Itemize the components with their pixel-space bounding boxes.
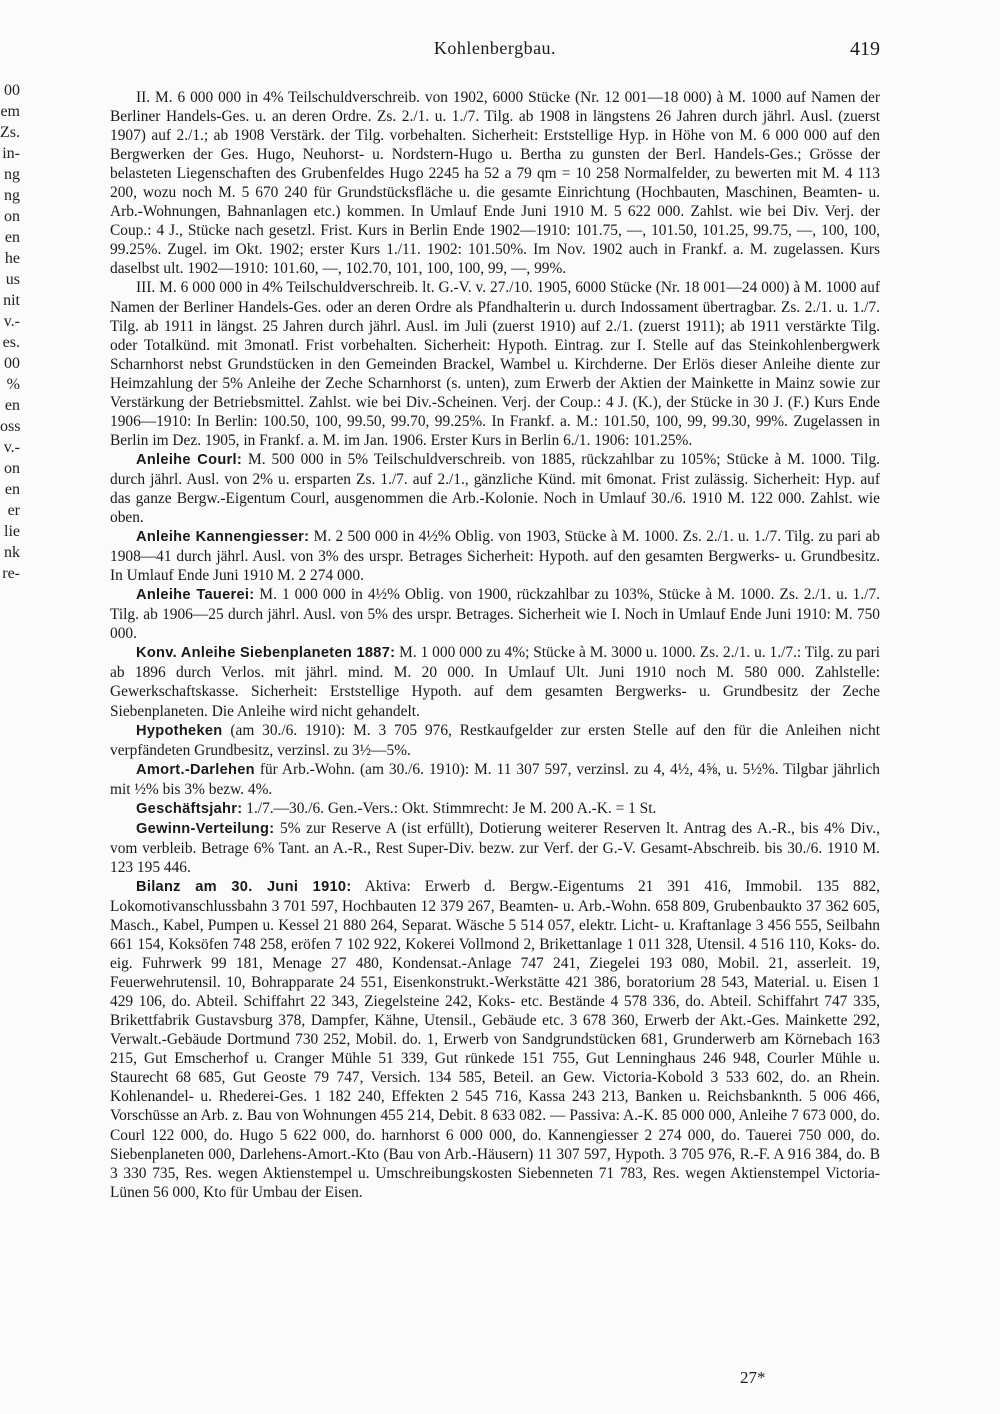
margin-fragment: 00	[4, 355, 20, 372]
paragraph-text: M. 2 500 000 in 4½% Oblig. von 1903, Stücke à M. 1000. Zs. 2./1. u. 1./7. Tilg. zu pari ab 1908—41 durch jährl. Ausl. von 3% des urspr. Betrages Sicherheit: Hypoth. auf den gesamten Bergwerks- u. Grundbesitz. In Umlauf Ende Juni 1910 M. 2 274 000.	[110, 528, 880, 585]
paragraph	[110, 450, 880, 527]
margin-fragment: nk	[4, 544, 20, 561]
paragraph-lead: Anleihe Tauerei:	[136, 587, 255, 604]
paragraph	[110, 877, 880, 1202]
page-body	[110, 88, 880, 1202]
paragraph	[110, 799, 880, 819]
paragraph	[110, 585, 880, 643]
margin-fragment: he	[4, 250, 20, 267]
paragraph	[110, 88, 880, 278]
margin-fragment: lie	[4, 523, 20, 540]
margin-fragment: en	[4, 481, 20, 498]
paragraph	[110, 819, 880, 877]
paragraph	[110, 721, 880, 760]
margin-fragment: em	[0, 103, 20, 120]
page-header	[110, 38, 880, 62]
margin-fragment: on	[4, 460, 20, 477]
paragraph-lead: Geschäftsjahr:	[136, 800, 243, 817]
paragraph	[110, 527, 880, 585]
running-title: Kohlenbergbau.	[433, 38, 557, 58]
signature-mark: 27*	[740, 1368, 766, 1387]
paragraph-text: 1./7.—30./6. Gen.-Vers.: Okt. Stimmrecht: Je M. 200 A.-K. = 1 St.	[242, 799, 657, 817]
margin-fragment: on	[4, 208, 20, 225]
margin-fragment: Zs.	[0, 124, 20, 141]
margin-fragment: in-	[2, 145, 20, 162]
paragraph	[110, 643, 880, 720]
paragraph-text: III. M. 6 000 000 in 4% Teilschuldverschreib. lt. G.-V. v. 27./10. 1905, 6000 Stücke (Nr. 18 001—24 000) à M. 1000 auf Namen der Berliner Handels-Ges. oder an deren Ordre als Pfandhalterin u. durch Indossament übertragbar. Zs. 2./1. u. 1./7. Tilg. ab 1911 in längst. 25 Jahren durch jährl. Ausl. im Juli (zuerst 1910) auf 2./1. (zuerst 1911); ab 1911 verstärkte Tilg. oder Totalkünd. mit 3monatl. Frist vorbehalten. Sicherheit: Hypoth. Eintrag. zur I. Stelle auf das Steinkohlenbergwerk Scharnhorst nebst Grundstücken in den Gemeinden Brackel, Wambel u. Kirchderne. Der Erlös dieser Anleihe diente zur Heimzahlung der 5% Anleihe der Zeche Scharnhorst (s. unten), zum Erwerb der Aktien der Mainkette in Mainz sowie zur Verstärkung der Betriebsmittel. Zahlst. wie bei Div.-Scheinen. Verj. der Coup.: 4 J. (K.), der Stücke in 30 J. (F.) Kurs Ende 1906—1910: In Berlin: 100.50, 100, 99.50, 99.70, 99.25%. In Frankf. a. M.: 101.50, 100, 99, 99.30, 99%. Zugelassen in Berlin im Dez. 1905, in Frankf. a. M. im Jan. 1906. Erster Kurs in Berlin 6./1. 1906: 101.25%.	[110, 279, 880, 449]
paragraph-lead: Bilanz am 30. Juni 1910:	[136, 878, 352, 895]
paragraph-lead: Amort.-Darlehen	[136, 761, 255, 778]
margin-fragment: ng	[4, 166, 20, 183]
paragraph-lead: Anleihe Courl:	[136, 451, 243, 468]
paragraph	[110, 760, 880, 799]
paragraph-text: M. 1 000 000 in 4½% Oblig. von 1900, rückzahlbar zu 103%, Stücke à M. 1000. Zs. 2./1. u. 1./7. Tilg. ab 1906—25 durch jährl. Ausl. von 5% des urspr. Betrages. Sicherheit wie I. Noch in Umlauf Ende Juni 1910: M. 750 000.	[110, 586, 880, 643]
paragraph-text: für Arb.-Wohn. (am 30./6. 1910): M. 11 307 597, verzinsl. zu 4, 4½, 4⅝, u. 5½%. Tilgbar jährlich mit ½% bis 3% bezw. 4%.	[110, 760, 880, 798]
paragraph-text: M. 500 000 in 5% Teilschuldverschreib. von 1885, rückzahlbar zu 105%; Stücke à M. 1000. Tilg. durch jährl. Ausl. von 2% u. ersparten Zs. 1./7. auf 2./1., gänzliche Künd. mit 6monat. Frist zulässig. Sicherheit: Hyp. auf das ganze Bergw.-Eigentum Courl, ausgenommen die Arb.-Kolonie. Noch in Umlauf 30./6. 1910 M. 122 000. Zahlst. wie oben.	[110, 450, 880, 527]
margin-fragment: nit	[3, 292, 20, 309]
margin-fragment: ng	[4, 187, 20, 204]
paragraph-lead: Hypotheken	[136, 722, 223, 739]
margin-fragment: %	[6, 376, 20, 393]
margin-fragment: re-	[2, 565, 20, 582]
paragraph	[110, 278, 880, 449]
margin-fragment: us	[5, 271, 20, 288]
paragraph-text: II. M. 6 000 000 in 4% Teilschuldverschreib. von 1902, 6000 Stücke (Nr. 12 001—18 000) à M. 1000 auf Namen der Berliner Handels-Ges. u. an deren Ordre. Zs. 2./1. u. 1./7. Tilg. ab 1908 in längstens 26 Jahren durch jährl. Ausl. (zuerst 1907) auf 2./1.; ab 1908 Verstärk. der Tilg. vorbehalten. Sicherheit: Erststellige Hyp. in Höhe von M. 6 000 000 auf den Bergwerken der Ges. Hugo, Neuhorst- u. Nordstern-Hugo u. Bertha zu gunsten der Berl. Handels-Ges.; Grösse der belasteten Liegenschaften des Grubenfeldes Hugo 2245 ha 52 a 79 qm = 10 258 Normalfelder, zu bewerten mit M. 4 113 200, wozu noch M. 5 670 240 für Grundstücksfläche u. die gesamte Einrichtung (Hochbauten, Maschinen, Beamten- u. Arb.-Wohnungen, Bahnanlagen etc.) kommen. In Umlauf Ende Juni 1910 M. 5 622 000. Zahlst. wie bei Div. Verj. der Coup.: 4 J., Stücke nach gesetzl. Frist. Kurs in Berlin Ende 1902—1910: 101.75, —, 101.50, 101.25, 99.75, —, 100, 100, 99.25%. Zugel. im Okt. 1902; erster Kurs 1./11. 1902: 101.50%. Im Nov. 1902 auch in Frankf. a. M. zugelassen. Kurs daselbst ult. 1902—1910: 101.60, —, 102.70, 101, 100, 100, 99, —, 99%.	[110, 89, 880, 278]
paragraph-lead: Konv. Anleihe Siebenplaneten 1887:	[136, 645, 396, 662]
paragraph-text: Aktiva: Erwerb d. Bergw.-Eigentums 21 391 416, Immobil. 135 882, Lokomotivanschlussbahn 3 701 597, Hochbauten 12 379 267, Beamten- u. Arb.-Wohn. 658 809, Grubenbaukto 37 362 605, Masch., Kabel, Pumpen u. Kessel 21 880 264, Separat. Wäsche 5 514 057, elektr. Licht- u. Kraftanlage 3 456 555, Seilbahn 661 154, Koksöfen 748 258, eröfen 7 102 922, Kokerei Vollmond 2, Brikettanlage 1 011 328, Utensil. 4 516 110, Koks- do. eig. Fuhrwerk 99 181, Menage 27 480, Kondensat.-Anlage 747 241, Ziegelei 193 080, Mobil. 21, asserleit. 19, Feuerwehrutensil. 10, Bohrapparate 24 551, Eisenkonstrukt.-Werkstätte 421 386, boratorium 28 543, Material. u. Eisen 1 429 106, do. Abteil. Schiffahrt 22 343, Ziegelsteine 242, Koks- etc. Bestände 4 578 336, do. Abteil. Schiffahrt 747 335, Brikettfabrik Gustavsburg 378, Dampfer, Kähne, Utensil., Gebäude etc. 3 678 360, Erwerb der Akt.-Ges. Mainkette 292, Verwalt.-Gebäude Dortmund 730 252, Mobil. do. 1, Erwerb von Sandgrundstücken 681, Grunderwerb am Körnebach 163 215, Gut Emscherhof u. Cranger Mühle 51 339, Gut rünkede 151 755, Gut Lenninghaus 246 948, Courler Mühle u. Staurecht 68 685, Gut Geoste 79 747, Versich. 134 585, Beteil. an Gew. Victoria-Kobold 3 533 602, do. an Rhein. Kohlenandel- u. Rhederei-Ges. 1 182 240, Effekten 2 545 716, Kassa 243 213, Banken u. Reichsbanknth. 5 006 466, Vorschüsse an Arb. z. Bau von Wohnungen 455 214, Debit. 8 633 082. — Passiva: A.-K. 85 000 000, Anleihe 7 673 000, do. Courl 122 000, do. Hugo 5 622 000, do. harnhorst 6 000 000, do. Kannengiesser 2 274 000, do. Tauerei 750 000, do. Siebenplaneten 000, Darlehens-Amort.-Kto (Bau von Arb.-Häusern) 11 307 597, Hypoth. 3 705 976, R.-F. A 916 384, do. B 3 330 735, Res. wegen Aktienstempel u. Umschreibungskosten Siebenneten 71 783, Res. wegen Aktienstempel Victoria-Lünen 56 000, Kto für Umbau der Eisen.	[110, 877, 880, 1201]
paragraph-text: (am 30./6. 1910): M. 3 705 976, Restkaufgelder zur ersten Stelle auf den für die Anleihen nicht verpfändeten Grundbesitz, verzinsl. zu 3½—5%.	[110, 721, 880, 759]
paragraph-text: M. 1 000 000 zu 4%; Stücke à M. 3000 u. 1000. Zs. 2./1. u. 1./7.: Tilg. zu pari ab 1896 durch Verlos. mit jährl. mind. M. 20 000. In Umlauf Ult. Juni 1910 noch M. 580 000. Zahlstelle: Gewerkschaftskasse. Sicherheit: Erststellige Hypoth. auf dem gesamten Bergwerks- u. Grundbesitz der Zeche Siebenplaneten. Die Anleihe wird nicht gehandelt.	[110, 644, 880, 720]
margin-fragment: v.-	[3, 439, 20, 456]
page-number: 419	[850, 38, 880, 60]
margin-fragment: 00	[4, 82, 20, 99]
paragraph-lead: Anleihe Kannengiesser:	[136, 529, 310, 546]
margin-fragment: v.-	[3, 313, 20, 330]
margin-fragment: es.	[2, 334, 20, 351]
margin-fragment: en	[4, 397, 20, 414]
left-margin-fragments	[0, 80, 20, 620]
margin-fragment: oss	[0, 418, 20, 435]
margin-fragment: er	[7, 502, 20, 519]
paragraph-text: 5% zur Reserve A (ist erfüllt), Dotierung weiterer Reserven lt. Antrag des A.-R., bis 4% Div., vom verbleib. Betrage 6% Tant. an A.-R., Rest Super-Div. bezw. zur Verf. der G.-V. Gesamt-Abschreib. bis 30./6. 1910 M. 123 195 446.	[110, 819, 880, 876]
paragraph-lead: Gewinn-Verteilung:	[136, 820, 275, 837]
margin-fragment: en	[4, 229, 20, 246]
